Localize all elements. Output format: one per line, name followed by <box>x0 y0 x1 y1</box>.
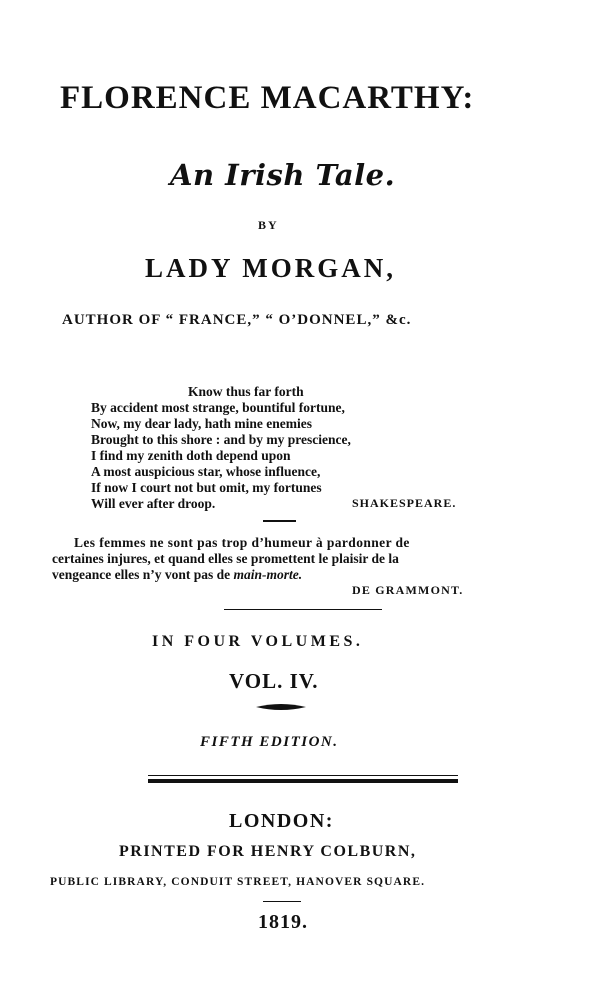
epigraph-line: Will ever after droop. <box>91 496 216 511</box>
author-name: LADY MORGAN, <box>145 253 396 283</box>
epigraph-line: A most auspicious star, whose influence, <box>91 464 321 479</box>
publication-year: 1819. <box>258 911 308 933</box>
book-title: FLORENCE MACARTHY: <box>60 80 475 116</box>
by-label: BY <box>258 218 279 232</box>
epigraph-line: Know thus far forth <box>188 384 304 399</box>
epigraph-attribution: SHAKESPEARE. <box>352 496 457 510</box>
ornament-rule <box>256 702 306 712</box>
imprint-city: LONDON: <box>229 810 334 832</box>
volume-number: VOL. IV. <box>229 669 319 693</box>
short-divider <box>263 901 301 902</box>
epigraph-line: Brought to this shore : and by my prescience, <box>91 432 351 447</box>
volume-count: IN FOUR VOLUMES. <box>152 633 364 650</box>
quote-line: certaines injures, et quand elles se promettent le plaisir de la <box>52 551 399 566</box>
book-subtitle: An Irish Tale. <box>170 158 396 192</box>
imprint-printer: PRINTED FOR HENRY COLBURN, <box>119 843 417 860</box>
epigraph-line: I find my zenith doth depend upon <box>91 448 291 463</box>
short-divider <box>263 520 296 522</box>
epigraph-line: If now I court not but omit, my fortunes <box>91 480 322 495</box>
author-previous-works: AUTHOR OF “ FRANCE,” “ O’DONNEL,” &c. <box>62 312 412 328</box>
epigraph-line: By accident most strange, bountiful fortune, <box>91 400 345 415</box>
epigraph-line: Now, my dear lady, hath mine enemies <box>91 416 313 431</box>
quote-line: vengeance elles n’y vont pas de main-morte. <box>52 567 303 582</box>
quote-attribution: DE GRAMMONT. <box>352 583 464 597</box>
imprint-address: PUBLIC LIBRARY, CONDUIT STREET, HANOVER SQUARE. <box>50 876 426 888</box>
edition-label: FIFTH EDITION. <box>200 734 339 750</box>
divider <box>224 609 382 610</box>
quote-line: Les femmes ne sont pas trop d’humeur à pardonner de <box>74 535 410 550</box>
